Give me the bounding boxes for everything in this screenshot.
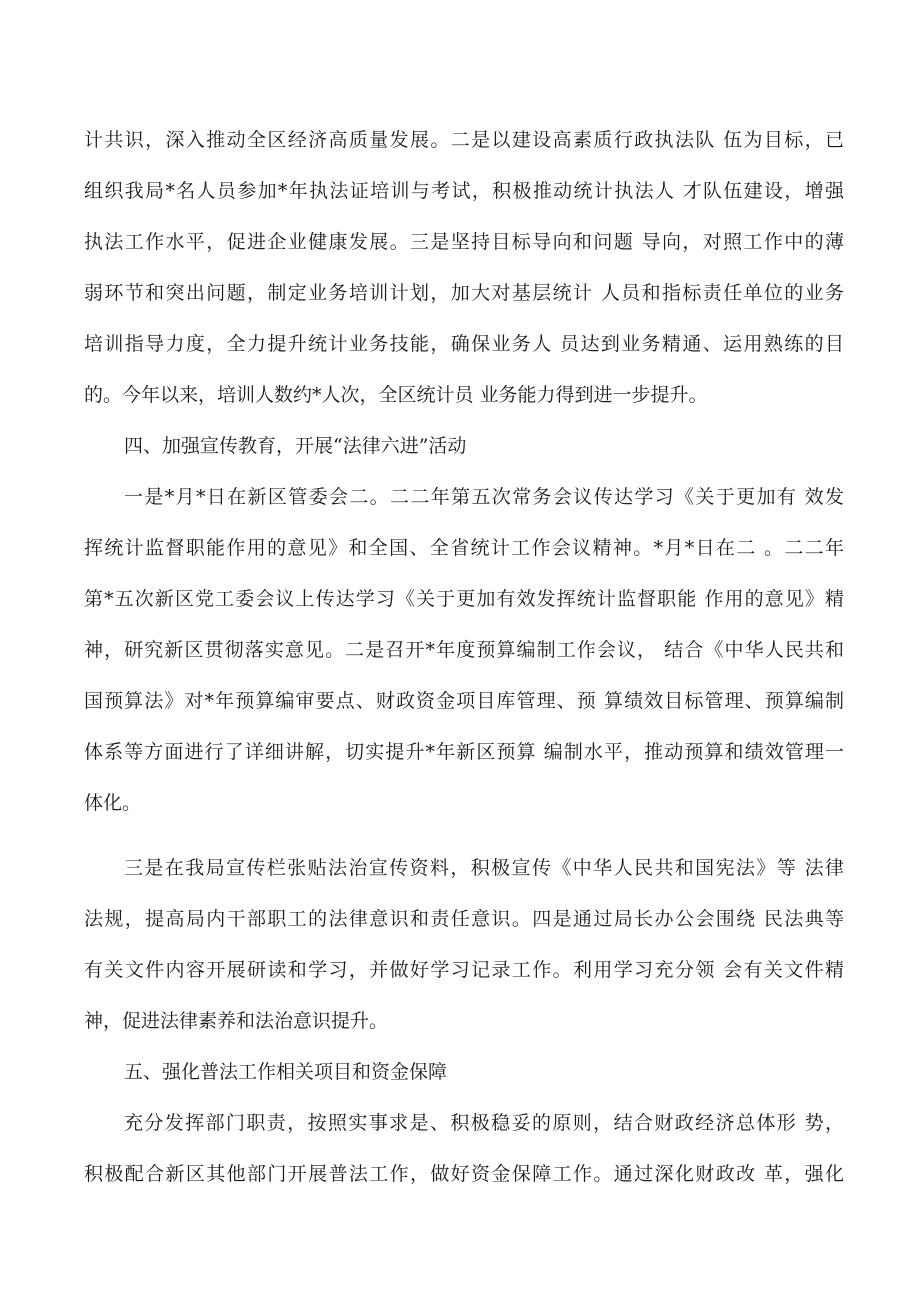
text-line: 培训指导力度，全力提升统计业务技能，确保业务人 员达到业务精通、运用熟练的目 [84,333,844,355]
text-line: 计共识，深入推动全区经济高质量发展。二是以建设高素质行政执法队 伍为目标，已 [84,129,844,151]
text-line: 三是在我局宣传栏张贴法治宣传资料，积极宣传《中华人民共和国宪法》等 法律 [124,857,844,879]
text-line: 第*五次新区党工委会议上传达学习《关于更加有效发挥统计监督职能 作用的意见》精 [84,588,844,610]
text-line: 体系等方面进行了详细讲解，切实提升*年新区预算 编制水平，推动预算和绩效管理一 [84,741,844,763]
text-line: 执法工作水平，促进企业健康发展。三是坚持目标导向和问题 导向，对照工作中的薄 [84,231,844,253]
text-line: 弱环节和突出问题，制定业务培训计划，加大对基层统计 人员和指标责任单位的业务 [84,282,844,304]
text-line: 一是*月*日在新区管委会二。二二年第五次常务会议传达学习《关于更加有 效发 [124,486,844,508]
text-line: 国预算法》对*年预算编审要点、财政资金项目库管理、预 算绩效目标管理、预算编制 [84,690,844,712]
text-line: 有关文件内容开展研读和学习，并做好学习记录工作。利用学习充分领 会有关文件精 [84,959,844,981]
text-line: 神，促进法律素养和法治意识提升。 [84,1010,389,1032]
section-heading: 五、强化普法工作相关项目和资金保障 [124,1061,448,1083]
text-line: 挥统计监督职能作用的意见》和全国、全省统计工作会议精神。*月*日在二 。二二年 [84,537,844,559]
text-line: 神，研究新区贯彻落实意见。二是召开*年度预算编制工作会议， 结合《中华人民共和 [84,639,844,661]
text-line: 组织我局*名人员参加*年执法证培训与考试，积极推动统计执法人 才队伍建设，增强 [84,180,844,202]
text-line: 充分发挥部门职责，按照实事求是、积极稳妥的原则，结合财政经济总体形 势， [124,1112,844,1134]
text-line: 法规，提高局内干部职工的法律意识和责任意识。四是通过局长办公会围绕 民法典等 [84,908,844,930]
text-line: 体化。 [84,792,142,814]
text-line: 积极配合新区其他部门开展普法工作，做好资金保障工作。通过深化财政改 革，强化 [84,1163,844,1185]
section-heading: 四、加强宣传教育，开展“法律六进”活动 [124,435,467,457]
text-line: 的。今年以来，培训人数约*人次，全区统计员 业务能力得到进一步提升。 [84,384,708,406]
